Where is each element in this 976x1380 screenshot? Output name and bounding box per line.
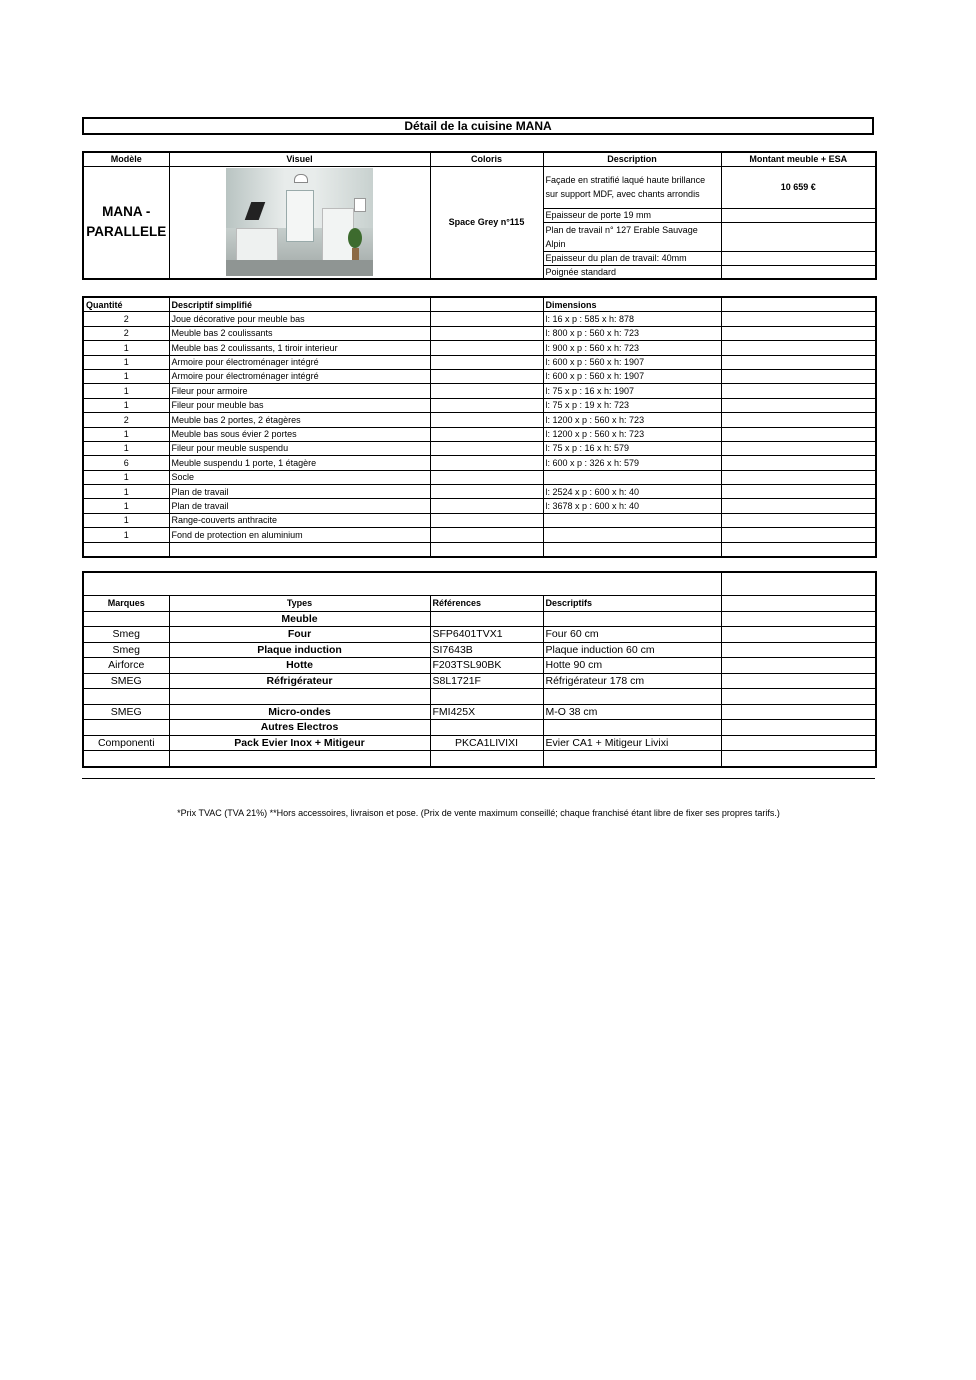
appliance-brand: Componenti — [83, 735, 169, 751]
coloris-value: Space Grey n°115 — [430, 166, 543, 279]
item-row — [83, 384, 876, 398]
appliance-brand — [83, 689, 169, 705]
empty-cell — [430, 312, 543, 326]
empty-cell — [721, 689, 876, 705]
appliance-descriptif: Evier CA1 + Mitigeur Livixi — [543, 735, 721, 751]
appliance-row — [83, 720, 876, 736]
appliance-reference — [430, 720, 543, 736]
item-row — [83, 441, 876, 455]
item-row — [83, 499, 876, 513]
empty-cell — [430, 427, 543, 441]
item-row — [83, 312, 876, 326]
item-quantity: 2 — [83, 312, 169, 326]
item-row — [83, 398, 876, 412]
empty-cell — [430, 456, 543, 470]
empty-cell — [721, 642, 876, 658]
appliance-type: Micro-ondes — [169, 704, 430, 720]
header-quantite: Quantité — [83, 297, 169, 312]
empty-cell — [721, 751, 876, 767]
appliance-brand — [83, 720, 169, 736]
item-dimensions — [543, 513, 721, 527]
appliance-descriptif — [543, 611, 721, 627]
empty-cell — [721, 470, 876, 484]
empty-cell — [721, 485, 876, 499]
item-row — [83, 470, 876, 484]
items-table — [82, 296, 877, 558]
item-quantity: 1 — [83, 441, 169, 455]
page-title: Détail de la cuisine MANA — [82, 117, 874, 135]
item-quantity: 2 — [83, 326, 169, 340]
item-dimensions — [543, 470, 721, 484]
item-quantity: 1 — [83, 355, 169, 369]
item-quantity: 1 — [83, 485, 169, 499]
appliance-brand — [83, 611, 169, 627]
header-descriptifs: Descriptifs — [543, 596, 721, 612]
item-description: Plan de travail — [169, 499, 430, 513]
item-row — [83, 326, 876, 340]
empty-cell — [430, 398, 543, 412]
appliance-row — [83, 642, 876, 658]
item-row — [83, 355, 876, 369]
footnote: *Prix TVAC (TVA 21%) **Hors accessoires, livraison et pose. (Prix de vente maximum conseillé; chaque franchisé étant libre de fixer ses propres tarifs.) — [177, 808, 780, 818]
empty-cell — [430, 413, 543, 427]
appliance-reference: FMI425X — [430, 704, 543, 720]
appliance-type: Plaque induction — [169, 642, 430, 658]
appliance-brand: Smeg — [83, 642, 169, 658]
item-quantity — [83, 542, 169, 557]
item-description: Armoire pour électroménager intégré — [169, 369, 430, 383]
empty-cell — [430, 542, 543, 557]
item-quantity: 1 — [83, 499, 169, 513]
appliance-row — [83, 751, 876, 767]
empty-cell — [721, 611, 876, 627]
item-description — [169, 542, 430, 557]
empty-cell — [721, 456, 876, 470]
empty-cell — [430, 441, 543, 455]
empty-cell — [721, 735, 876, 751]
item-description: Meuble suspendu 1 porte, 1 étagère — [169, 456, 430, 470]
item-row — [83, 485, 876, 499]
item-description: Fileur pour armoire — [169, 384, 430, 398]
item-dimensions: l: 1200 x p : 560 x h: 723 — [543, 427, 721, 441]
blank-header-cell — [721, 572, 876, 596]
empty-cell — [721, 658, 876, 674]
item-description: Fileur pour meuble suspendu — [169, 441, 430, 455]
item-dimensions: l: 16 x p : 585 x h: 878 — [543, 312, 721, 326]
appliance-type: Meuble — [169, 611, 430, 627]
appliance-type: Autres Electros — [169, 720, 430, 736]
item-description: Fond de protection en aluminium — [169, 528, 430, 542]
empty-cell — [430, 513, 543, 527]
item-quantity: 1 — [83, 341, 169, 355]
item-dimensions: l: 600 x p : 326 x h: 579 — [543, 456, 721, 470]
item-dimensions: l: 600 x p : 560 x h: 1907 — [543, 355, 721, 369]
header-empty — [721, 297, 876, 312]
header-visuel: Visuel — [169, 152, 430, 166]
empty-cell — [721, 326, 876, 340]
appliance-brand: SMEG — [83, 673, 169, 689]
appliance-reference: PKCA1LIVIXI — [430, 735, 543, 751]
item-dimensions: l: 2524 x p : 600 x h: 40 — [543, 485, 721, 499]
empty-cell — [430, 499, 543, 513]
kitchen-visual — [169, 166, 430, 279]
empty-cell — [721, 265, 876, 279]
item-dimensions: l: 600 x p : 560 x h: 1907 — [543, 369, 721, 383]
appliance-descriptif — [543, 751, 721, 767]
empty-cell — [721, 673, 876, 689]
empty-cell — [430, 341, 543, 355]
empty-cell — [721, 427, 876, 441]
empty-cell — [721, 413, 876, 427]
empty-cell — [721, 208, 876, 222]
empty-cell — [721, 627, 876, 643]
appliance-reference: F203TSL90BK — [430, 658, 543, 674]
item-quantity: 1 — [83, 369, 169, 383]
appliance-row — [83, 689, 876, 705]
header-modele: Modèle — [83, 152, 169, 166]
header-description: Description — [543, 152, 721, 166]
empty-cell — [430, 326, 543, 340]
header-empty — [721, 596, 876, 612]
header-dimensions: Dimensions — [543, 297, 721, 312]
appliance-descriptif: M-O 38 cm — [543, 704, 721, 720]
item-row — [83, 528, 876, 542]
appliance-descriptif: Réfrigérateur 178 cm — [543, 673, 721, 689]
item-row — [83, 456, 876, 470]
item-row — [83, 542, 876, 557]
item-quantity: 1 — [83, 470, 169, 484]
appliance-row — [83, 658, 876, 674]
item-row — [83, 413, 876, 427]
item-dimensions: l: 75 x p : 16 x h: 1907 — [543, 384, 721, 398]
empty-cell — [721, 355, 876, 369]
header-marques: Marques — [83, 596, 169, 612]
empty-cell — [721, 704, 876, 720]
description-line: Poignée standard — [543, 265, 721, 279]
item-quantity: 1 — [83, 398, 169, 412]
appliance-reference: SFP6401TVX1 — [430, 627, 543, 643]
appliance-type: Pack Evier Inox + Mitigeur — [169, 735, 430, 751]
item-description: Joue décorative pour meuble bas — [169, 312, 430, 326]
item-dimensions: l: 1200 x p : 560 x h: 723 — [543, 413, 721, 427]
appliance-brand: Airforce — [83, 658, 169, 674]
appliance-reference — [430, 751, 543, 767]
appliance-row — [83, 704, 876, 720]
amount-value: 10 659 € — [721, 166, 876, 208]
empty-cell — [430, 384, 543, 398]
appliance-descriptif: Hotte 90 cm — [543, 658, 721, 674]
empty-cell — [430, 485, 543, 499]
appliance-row — [83, 673, 876, 689]
model-table — [82, 151, 877, 280]
kitchen-image — [226, 168, 373, 276]
divider — [82, 778, 875, 779]
appliance-reference: SI7643B — [430, 642, 543, 658]
description-line: Epaisseur du plan de travail: 40mm — [543, 251, 721, 265]
description-line: Plan de travail n° 127 Erable Sauvage Alpin — [543, 222, 721, 251]
item-description: Plan de travail — [169, 485, 430, 499]
empty-cell — [721, 542, 876, 557]
model-name: MANA - PARALLELE — [83, 166, 169, 279]
item-description: Armoire pour électroménager intégré — [169, 355, 430, 369]
empty-cell — [721, 528, 876, 542]
appliance-row — [83, 611, 876, 627]
empty-cell — [430, 528, 543, 542]
appliance-reference — [430, 611, 543, 627]
appliance-descriptif — [543, 720, 721, 736]
empty-cell — [721, 369, 876, 383]
item-dimensions — [543, 542, 721, 557]
item-quantity: 1 — [83, 384, 169, 398]
appliance-descriptif — [543, 689, 721, 705]
item-row — [83, 513, 876, 527]
appliance-type: Four — [169, 627, 430, 643]
appliance-brand: SMEG — [83, 704, 169, 720]
appliance-row — [83, 627, 876, 643]
appliance-descriptif: Four 60 cm — [543, 627, 721, 643]
empty-cell — [721, 499, 876, 513]
empty-cell — [721, 720, 876, 736]
empty-cell — [721, 222, 876, 251]
empty-cell — [721, 312, 876, 326]
item-description: Socle — [169, 470, 430, 484]
empty-cell — [721, 513, 876, 527]
appliance-reference — [430, 689, 543, 705]
appliance-type — [169, 689, 430, 705]
appliance-descriptif: Plaque induction 60 cm — [543, 642, 721, 658]
item-description: Meuble bas 2 portes, 2 étagères — [169, 413, 430, 427]
item-dimensions: l: 75 x p : 16 x h: 579 — [543, 441, 721, 455]
item-quantity: 2 — [83, 413, 169, 427]
header-references: Références — [430, 596, 543, 612]
empty-cell — [430, 470, 543, 484]
item-quantity: 6 — [83, 456, 169, 470]
empty-cell — [721, 398, 876, 412]
item-row — [83, 369, 876, 383]
appliance-reference: S8L1721F — [430, 673, 543, 689]
item-row — [83, 427, 876, 441]
item-quantity: 1 — [83, 513, 169, 527]
header-montant: Montant meuble + ESA — [721, 152, 876, 166]
item-dimensions: l: 800 x p : 560 x h: 723 — [543, 326, 721, 340]
empty-cell — [721, 384, 876, 398]
empty-cell — [430, 369, 543, 383]
appliance-type: Réfrigérateur — [169, 673, 430, 689]
header-empty — [430, 297, 543, 312]
appliance-brand — [83, 751, 169, 767]
empty-cell — [721, 251, 876, 265]
item-description: Meuble bas 2 coulissants, 1 tiroir interieur — [169, 341, 430, 355]
item-description: Range-couverts anthracite — [169, 513, 430, 527]
item-description: Meuble bas 2 coulissants — [169, 326, 430, 340]
item-dimensions: l: 900 x p : 560 x h: 723 — [543, 341, 721, 355]
header-coloris: Coloris — [430, 152, 543, 166]
header-types: Types — [169, 596, 430, 612]
header-descriptif: Descriptif simplifié — [169, 297, 430, 312]
item-row — [83, 341, 876, 355]
appliances-table — [82, 571, 877, 768]
item-description: Meuble bas sous évier 2 portes — [169, 427, 430, 441]
item-dimensions: l: 3678 x p : 600 x h: 40 — [543, 499, 721, 513]
empty-cell — [721, 441, 876, 455]
empty-cell — [721, 341, 876, 355]
item-dimensions — [543, 528, 721, 542]
item-description: Fileur pour meuble bas — [169, 398, 430, 412]
item-dimensions: l: 75 x p : 19 x h: 723 — [543, 398, 721, 412]
appliance-type: Hotte — [169, 658, 430, 674]
appliance-brand: Smeg — [83, 627, 169, 643]
blank-header-cell — [83, 572, 721, 596]
appliance-row — [83, 735, 876, 751]
item-quantity: 1 — [83, 427, 169, 441]
empty-cell — [430, 355, 543, 369]
description-line: Façade en stratifié laqué haute brillance sur support MDF, avec chants arrondis — [543, 166, 721, 208]
item-quantity: 1 — [83, 528, 169, 542]
appliance-type — [169, 751, 430, 767]
description-line: Epaisseur de porte 19 mm — [543, 208, 721, 222]
